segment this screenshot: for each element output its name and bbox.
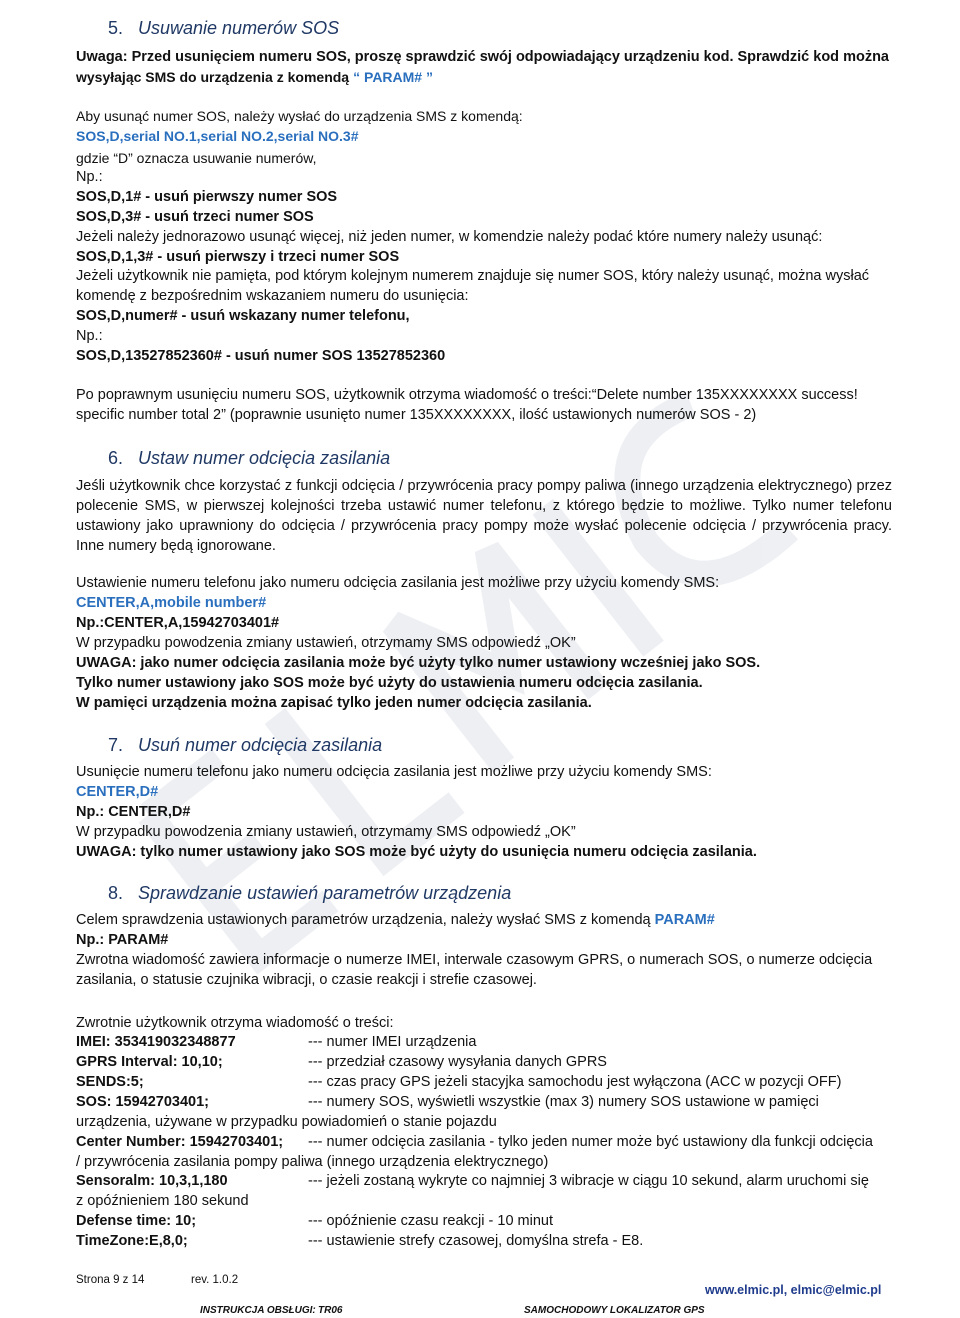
param-row-continuation: urządzenia, używane w przypadku powiadomień o stanie pojazdu [76, 1114, 497, 1130]
s5-explanation: gdzie “D” oznacza usuwanie numerów, [76, 150, 317, 166]
s5-warning-line2: wysyłając SMS do urządzenia z komendą “ PARAM# ” [76, 69, 433, 85]
s8-instruction: Celem sprawdzenia ustawionych parametrów urządzenia, należy wysłać SMS z komendą PARAM# [76, 912, 715, 928]
s6-command: CENTER,A,mobile number# [76, 595, 267, 611]
s5-response-line1: Po poprawnym usunięciu numeru SOS, użytkownik otrzyma wiadomość o treści:“Delete number 135XXXXXXXX success! [76, 387, 858, 403]
footer-product: SAMOCHODOWY LOKALIZATOR GPS [524, 1305, 705, 1316]
section-6-heading: 6. Ustaw numer odcięcia zasilania [108, 448, 391, 468]
revision: rev. 1.0.2 [191, 1274, 239, 1286]
s5-warning-line1: Uwaga: Przed usunięciem numeru SOS, proszę sprawdzić swój odpowiadający urządzeniu kod. Sprawdzić kod można [76, 49, 889, 65]
s6-response: W przypadku powodzenia zmiany ustawień, otrzymamy SMS odpowiedź „OK” [76, 635, 576, 651]
footer-manual-label: INSTRUKCJA OBSŁUGI: [200, 1305, 316, 1316]
footer-model: TR06 [318, 1305, 343, 1316]
s5-example-label-2: Np.: [76, 328, 103, 344]
s8-response-intro: Zwrotnie użytkownik otrzyma wiadomość o treści: [76, 1015, 394, 1031]
s6-warning-3: W pamięci urządzenia można zapisać tylko jeden numer odcięcia zasilania. [76, 695, 592, 711]
s8-desc-line1: Zwrotna wiadomość zawiera informacje o numerze IMEI, interwale czasowym GPRS, o numerach SOS, o numerze odcięcia [76, 952, 873, 968]
s5-example-label: Np.: [76, 169, 103, 185]
s5-example-1: SOS,D,1# - usuń pierwszy numer SOS [76, 189, 338, 205]
s7-command: CENTER,D# [76, 784, 159, 800]
param-row: GPRS Interval: 10,10; --- przedział czasowy wysyłania danych GPRS [76, 1054, 607, 1070]
s6-instruction: Ustawienie numeru telefonu jako numeru odcięcia zasilania jest możliwe przy użyciu komendy SMS: [76, 575, 720, 591]
s6-warning-2: Tylko numer ustawiony jako SOS może być użyty do ustawienia numeru odcięcia zasilania. [76, 675, 703, 691]
s5-instruction: Aby usunąć numer SOS, należy wysłać do urządzenia SMS z komendą: [76, 108, 523, 124]
section-8-heading: 8. Sprawdzanie ustawień parametrów urządzenia [108, 883, 512, 903]
param-row: SENDS:5; --- czas pracy GPS jeżeli stacyjka samochodu jest wyłączona (ACC w pozycji OFF) [76, 1074, 842, 1090]
s5-command: SOS,D,serial NO.1,serial NO.2,serial NO.3# [76, 128, 359, 144]
s6-example: Np.:CENTER,A,15942703401# [76, 615, 280, 631]
param-row-continuation: z opóźnieniem 180 sekund [76, 1193, 249, 1209]
param-row: TimeZone:E,8,0; --- ustawienie strefy czasowej, domyślna strefa - E8. [76, 1233, 644, 1249]
s5-multi-note: Jeżeli należy jednorazowo usunąć więcej, niż jeden numer, w komendzie należy podać które numery należy usunąć: [76, 229, 823, 245]
s7-warning: UWAGA: tylko numer ustawiony jako SOS może być użyty do usunięcia numeru odcięcia zasilania. [76, 844, 757, 860]
website-link[interactable]: www.elmic.pl, elmic@elmic.pl [705, 1283, 882, 1297]
s5-example-4: SOS,D,13527852360# - usuń numer SOS 13527852360 [76, 348, 446, 364]
param-row: IMEI: 353419032348877 --- numer IMEI urządzenia [76, 1034, 477, 1050]
s7-instruction: Usunięcie numeru telefonu jako numeru odcięcia zasilania jest możliwe przy użyciu komendy SMS: [76, 764, 712, 780]
s8-desc-line2: zasilania, o statusie czujnika wibracji, o czasie reakcji i strefie czasowej. [76, 972, 537, 988]
s6-warning-1: UWAGA: jako numer odcięcia zasilania może być użyty tylko numer ustawiony wcześniej jako SOS. [76, 655, 761, 671]
section-7-heading: 7. Usuń numer odcięcia zasilania [108, 735, 383, 755]
page-number: Strona 9 z 14 [76, 1274, 145, 1286]
s8-example: Np.: PARAM# [76, 932, 169, 948]
s5-command-number: SOS,D,numer# - usuń wskazany numer telefonu, [76, 308, 410, 324]
param-row: SOS: 15942703401; --- numery SOS, wyświetli wszystkie (max 3) numery SOS ustawione w pamięci [76, 1094, 819, 1110]
param-row-continuation: / przywrócenia zasilania pompy paliwa (innego urządzenia elektrycznego) [76, 1154, 549, 1170]
s5-example-2: SOS,D,3# - usuń trzeci numer SOS [76, 209, 314, 225]
s6-paragraph: Jeśli użytkownik chce korzystać z funkcji odcięcia / przywrócenia pracy pompy paliwa (innego urządzenia elektrycznego) przez polecenie SMS, w pierwszej kolejności trzeba ustawić numer telefonu, z którego będzie to możliwe. Tylko numer telefonu ustawiony jako uprawniony do odcięcia / przywrócenia pracy pompy może wysłać polecenie odcięcia / przywrócenia pracy. Inne numery będą ignorowane. [76, 478, 892, 554]
param-row: Sensoralm: 10,3,1,180 --- jeżeli zostaną wykryte co najmniej 3 wibracje w ciągu 10 sekund, alarm uruchomi się [76, 1173, 869, 1189]
s7-response: W przypadku powodzenia zmiany ustawień, otrzymamy SMS odpowiedź „OK” [76, 824, 576, 840]
param-row: Defense time: 10; --- opóźnienie czasu reakcji - 10 minut [76, 1213, 553, 1229]
section-5-heading: 5. Usuwanie numerów SOS [108, 18, 340, 38]
s7-example: Np.: CENTER,D# [76, 804, 191, 820]
param-row: Center Number: 15942703401; --- numer odcięcia zasilania - tylko jeden numer może być ustawiony dla funkcji odcięcia [76, 1134, 873, 1150]
s5-example-3: SOS,D,1,3# - usuń pierwszy i trzeci numer SOS [76, 249, 400, 265]
s5-response-line2: specific number total 2” (poprawnie usunięto numer 135XXXXXXXX, ilość ustawionych numerów SOS - 2) [76, 407, 757, 423]
s5-note-line1: Jeżeli użytkownik nie pamięta, pod którym kolejnym numerem znajduje się numer SOS, który należy usunąć, można wysłać [76, 268, 870, 284]
s5-note-line2: komendę z bezpośrednim wskazaniem numeru do usunięcia: [76, 288, 469, 304]
